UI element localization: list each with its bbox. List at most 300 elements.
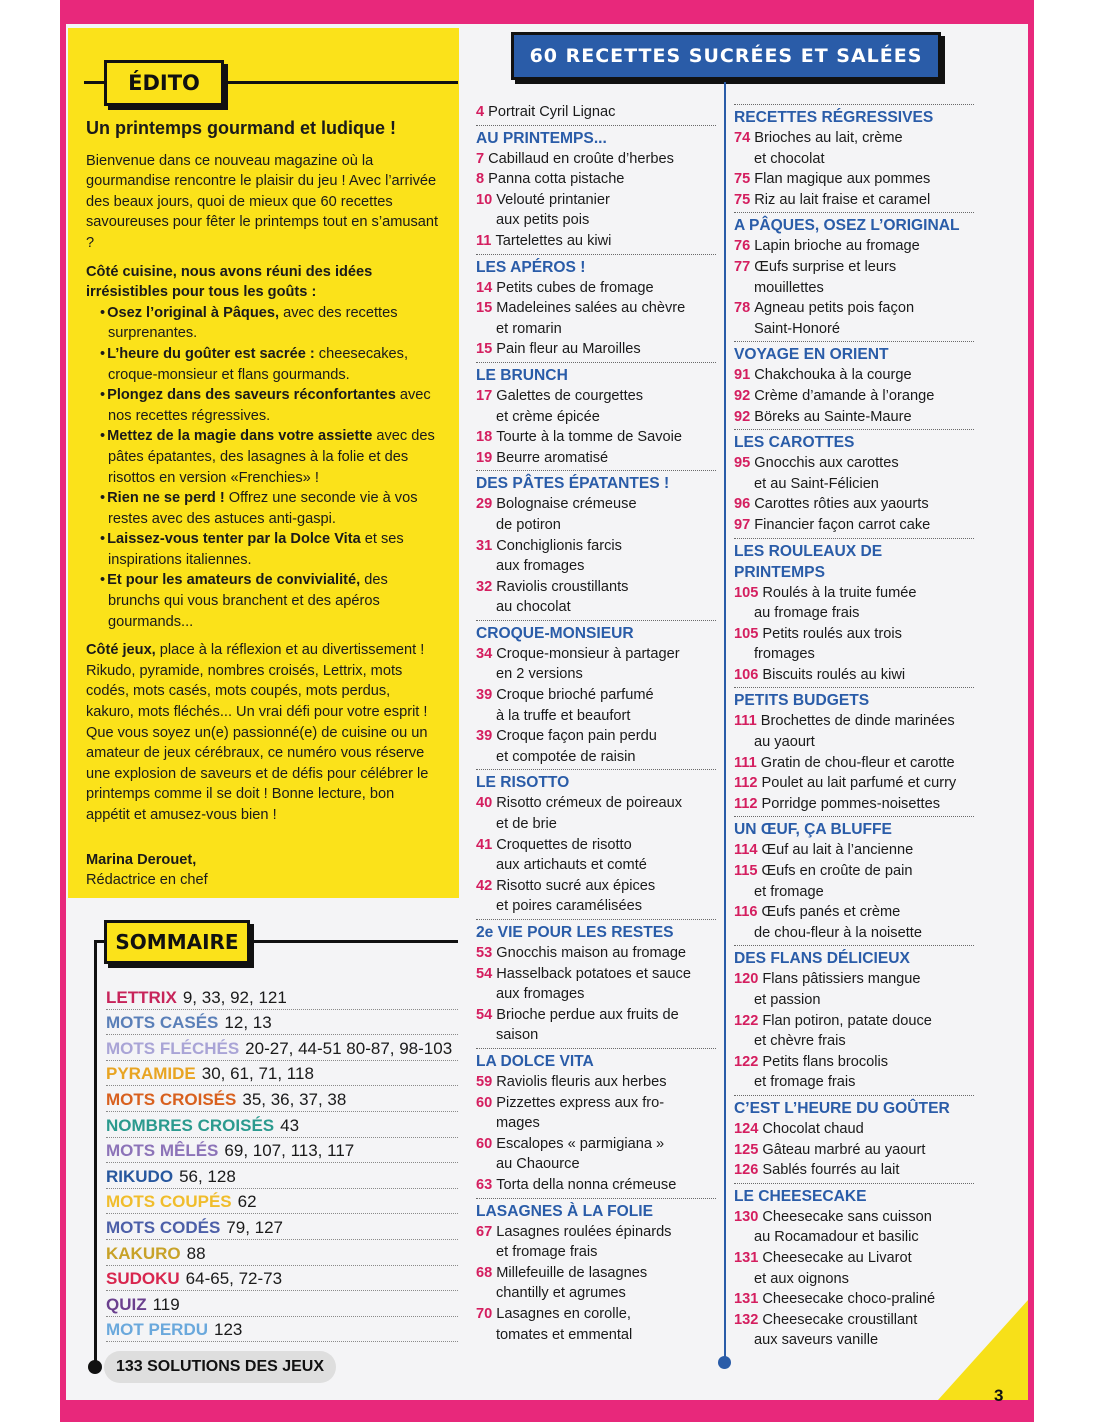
- recipe-item: [734, 515, 974, 536]
- recipe-page: 105: [734, 584, 759, 601]
- section-title: VOYAGE EN ORIENT: [734, 341, 974, 365]
- sommaire-item-pages: 119: [152, 1294, 180, 1314]
- edito-bullet: [86, 570, 442, 632]
- recipe-title: Œuf au lait à l’ancienne: [761, 842, 914, 859]
- recipe-title: Gâteau marbré au yaourt: [762, 1141, 926, 1158]
- section-title: RECETTES RÉGRESSIVES: [734, 104, 974, 128]
- recipe-title-cont: mouillettes: [754, 279, 824, 296]
- recipe-title: Chocolat chaud: [762, 1120, 864, 1137]
- recipe-page: 59: [476, 1073, 493, 1090]
- recipe-page: 70: [476, 1305, 493, 1322]
- sommaire-item-pages: 30, 61, 71, 118: [201, 1064, 314, 1084]
- recipe-item: [476, 1175, 716, 1196]
- recipe-item: [476, 149, 716, 170]
- recipe-title-cont: et compotée de raisin: [496, 748, 636, 765]
- divider-dot: [718, 1356, 731, 1369]
- recipe-page: 106: [734, 666, 759, 683]
- recipe-page: 124: [734, 1120, 759, 1137]
- sommaire-item: [106, 1291, 458, 1317]
- recipe-title: Beurre aromatisé: [496, 449, 609, 466]
- sommaire-item: [106, 1112, 458, 1138]
- sommaire-item: [106, 1061, 458, 1087]
- recipe-item: [734, 624, 974, 665]
- recipe-title: Œufs panés et crème: [761, 904, 901, 921]
- sommaire-item: [106, 1086, 458, 1112]
- edito-bullet-bold: Plongez dans des saveurs réconfortantes: [107, 387, 396, 404]
- recipe-page: 111: [734, 754, 757, 771]
- recipe-item: [734, 1207, 974, 1248]
- sommaire-item: [106, 1214, 458, 1240]
- recipe-page: 53: [476, 945, 493, 961]
- recipe-title: Panna cotta pistache: [488, 171, 625, 188]
- recipe-page: 34: [476, 645, 493, 662]
- recipe-page: 39: [476, 687, 493, 704]
- recipe-title: Cabillaud en croûte d’herbes: [488, 150, 674, 167]
- recipe-page: 97: [734, 516, 751, 533]
- sommaire-item: [106, 1035, 458, 1061]
- recipe-page: 122: [734, 1053, 759, 1070]
- recipe-title: Risotto sucré aux épices: [496, 877, 656, 894]
- edito-sign-role: Rédactrice en chef: [86, 872, 208, 889]
- section-title: AU PRINTEMPS...: [476, 125, 716, 149]
- recipe-item: [476, 1222, 716, 1263]
- edito-bullet-bold: Mettez de la magie dans votre assiette: [107, 428, 373, 445]
- recipe-title: Brioches au lait, crème: [754, 130, 903, 146]
- section-title: LE CHEESECAKE: [734, 1183, 974, 1207]
- sommaire-item-name: MOTS FLÉCHÉS: [106, 1038, 240, 1058]
- edito-jeux-text: place à la réflexion et au divertissement ! Rikudo, pyramide, nombres croisés, Lettrix, mots codés, mots casés, mots coupés, mots perdus, kakuro, mots fléchés... Un vrai défi pour votre esprit ! Que vous soyez un(e) passionné(e) de cuisine ou un amateur de jeux cérébraux, ce numéro vous réserve une explosion de saveurs et de défis pour célébrer le printemps comme il se doit ! Bonne lecture, bon appétit et amusez-vous bien !: [86, 642, 429, 823]
- recipe-title-cont: tomates et emmental: [496, 1326, 633, 1343]
- section-title: DES FLANS DÉLICIEUX: [734, 945, 974, 969]
- recipe-title: Financier façon carrot cake: [754, 516, 931, 533]
- recipe-page: 132: [734, 1311, 759, 1328]
- recipe-page: 122: [734, 1012, 759, 1029]
- recipe-title-cont: Saint-Honoré: [754, 320, 840, 337]
- sommaire-item-pages: 9, 33, 92, 121: [182, 987, 287, 1007]
- recipe-title-cont: et fromage: [754, 883, 824, 900]
- frame-bottom: [64, 1400, 1034, 1422]
- recipe-page: 131: [734, 1249, 759, 1266]
- sommaire-rule-right: [244, 940, 458, 943]
- recipe-title: Chakchouka à la courge: [754, 367, 912, 384]
- recipe-title: Riz au lait fraise et caramel: [754, 191, 931, 208]
- section-title: LE RISOTTO: [476, 769, 716, 793]
- edito-bullet-text: avec des pâtes épatantes, des lasagnes à la folie et des risottos en version «Frenchies» !: [108, 428, 435, 486]
- recipe-item: [476, 726, 716, 767]
- sommaire-item: [106, 1189, 458, 1215]
- section-title: 2e VIE POUR LES RESTES: [476, 919, 716, 943]
- recipes-column-1: [476, 102, 716, 1345]
- frame-left: [60, 0, 66, 1422]
- recipe-title-cont: et fromage frais: [754, 1074, 856, 1091]
- recipe-title: Conchiglionis farcis: [496, 537, 622, 554]
- recipe-item: [734, 257, 974, 298]
- recipe-title: Escalopes « parmigiana »: [496, 1135, 665, 1152]
- sommaire-item-pages: 20-27, 44-51 80-87, 98-103: [245, 1038, 453, 1058]
- recipe-title-cont: et poires caramélisées: [496, 898, 643, 915]
- edito-bullet-bold: Rien ne se perd !: [107, 490, 225, 507]
- recipe-title: Crème d’amande à l’orange: [754, 387, 935, 404]
- recipe-page: 95: [734, 455, 751, 472]
- sommaire-item-name: PYRAMIDE: [106, 1064, 196, 1084]
- recipe-item: [734, 494, 974, 515]
- edito-tag: ÉDITO: [104, 60, 224, 106]
- recipe-item: [476, 1263, 716, 1304]
- solutions-dot: [88, 1360, 102, 1374]
- recipe-page: 120: [734, 971, 759, 988]
- recipe-title-cont: à la truffe et beaufort: [496, 707, 631, 724]
- recipe-page: 29: [476, 496, 493, 513]
- recipe-title: Gratin de chou-fleur et carotte: [760, 754, 955, 771]
- section-title: UN ŒUF, ÇA BLUFFE: [734, 816, 974, 840]
- recipe-title-cont: et aux oignons: [754, 1270, 849, 1287]
- recipe-title: Hasselback potatoes et sauce: [496, 965, 691, 982]
- sommaire-item-name: MOTS CROISÉS: [106, 1089, 237, 1109]
- recipe-page: 125: [734, 1141, 759, 1158]
- edito-bullet-bold: Osez l’original à Pâques,: [107, 304, 280, 321]
- recipe-item: [734, 794, 974, 815]
- recipe-page: 18: [476, 429, 493, 446]
- recipe-title: Agneau petits pois façon: [754, 300, 915, 317]
- edito-intro: Bienvenue dans ce nouveau magazine où la gourmandise rencontre le plaisir du jeu ! Avec l’arrivée des beaux jours, quoi de mieux que 60 recettes savoureuses pour fêter le printemps tout en s’amusant ?: [86, 152, 439, 251]
- recipe-item: [476, 1093, 716, 1134]
- recipe-title: Raviolis croustillants: [496, 578, 629, 595]
- recipe-item: [734, 969, 974, 1010]
- recipe-page: 15: [476, 341, 493, 358]
- recipe-page: 10: [476, 191, 493, 208]
- recipe-title: Roulés à la truite fumée: [762, 584, 917, 601]
- recipe-page: 54: [476, 1006, 493, 1023]
- edito-bullet: [86, 303, 442, 344]
- recipe-title: Tourte à la tomme de Savoie: [496, 429, 682, 446]
- sommaire-item-pages: 62: [237, 1192, 257, 1212]
- sommaire-item-pages: 123: [214, 1320, 243, 1340]
- recipe-item: [476, 386, 716, 427]
- recipe-item: [734, 298, 974, 339]
- sommaire-item-name: MOT PERDU: [106, 1320, 208, 1340]
- recipe-page: 54: [476, 965, 493, 982]
- recipe-item: [476, 278, 716, 299]
- recipe-title: Croquettes de risotto: [496, 836, 632, 853]
- edito-bullet: [86, 426, 442, 488]
- recipe-title: Pizzettes express aux fro-: [496, 1094, 665, 1111]
- recipe-page: 130: [734, 1208, 759, 1225]
- recipe-title-cont: et chèvre frais: [754, 1033, 846, 1050]
- recipe-title: Biscuits roulés au kiwi: [762, 666, 906, 683]
- recipes-header: 60 RECETTES SUCRÉES ET SALÉES: [511, 32, 941, 80]
- sommaire-item-name: MOTS COUPÉS: [106, 1192, 232, 1212]
- edito-bullet-text: et ses inspirations italiennes.: [108, 531, 404, 568]
- recipe-item: [476, 685, 716, 726]
- recipe-page: 92: [734, 387, 751, 404]
- recipe-item: [734, 453, 974, 494]
- edito-jeux-bold: Côté jeux,: [86, 642, 156, 659]
- recipe-page: 75: [734, 171, 751, 188]
- recipe-page: 11: [476, 232, 492, 249]
- recipe-item: [476, 298, 716, 339]
- recipe-page: 67: [476, 1223, 493, 1240]
- recipe-page: 4: [476, 104, 485, 120]
- recipe-item: [734, 753, 974, 774]
- sommaire-item-name: QUIZ: [106, 1294, 147, 1314]
- recipe-title: Petits cubes de fromage: [496, 279, 654, 296]
- recipe-title-cont: et de brie: [496, 816, 557, 833]
- recipe-title: Böreks au Sainte-Maure: [754, 408, 912, 425]
- recipe-page: 111: [734, 713, 757, 730]
- edito-bullet-text: cheesecakes, croque-monsieur et flans gourmands.: [108, 345, 409, 383]
- recipe-title: Brioche perdue aux fruits de: [496, 1006, 679, 1023]
- recipe-title-cont: au fromage frais: [754, 605, 860, 622]
- recipe-item: [734, 1119, 974, 1140]
- edito-bullet-text: Offrez une seconde vie à vos restes avec des astuces anti-gaspi.: [108, 490, 418, 527]
- page-number: 3: [994, 1386, 1004, 1405]
- edito-bullet-bold: Et pour les amateurs de convivialité,: [107, 572, 361, 589]
- recipe-item: [476, 190, 716, 231]
- edito-rule-right: [222, 81, 458, 84]
- section-title: PETITS BUDGETS: [734, 687, 974, 711]
- sommaire-item: [106, 984, 458, 1010]
- recipe-title: Carottes rôties aux yaourts: [754, 496, 929, 513]
- recipe-item: [734, 773, 974, 794]
- recipe-page: 60: [476, 1135, 493, 1152]
- sommaire-list: [106, 984, 458, 1342]
- recipe-item: [476, 943, 716, 964]
- recipe-title: Petits flans brocolis: [762, 1053, 889, 1070]
- frame-top: [64, 0, 1034, 24]
- recipe-item: [734, 1052, 974, 1093]
- edito-bullet-text: avec nos recettes régressives.: [108, 387, 431, 424]
- recipe-title-cont: aux fromages: [496, 558, 585, 575]
- recipe-item: [476, 964, 716, 1005]
- recipe-title-cont: au Rocamadour et basilic: [754, 1229, 919, 1246]
- recipe-item: [734, 190, 974, 211]
- recipe-title-cont: fromages: [754, 646, 815, 663]
- recipe-title-cont: aux saveurs vanille: [754, 1332, 879, 1349]
- recipe-title: Bolognaise crémeuse: [496, 496, 637, 513]
- recipe-title: Lapin brioche au fromage: [754, 238, 920, 255]
- recipe-item: [476, 835, 716, 876]
- recipe-page: 116: [734, 904, 758, 921]
- edito-content: [86, 118, 442, 891]
- recipe-title: Flans pâtissiers mangue: [762, 971, 921, 988]
- recipe-page: 96: [734, 496, 751, 513]
- sommaire-item: [106, 1240, 458, 1266]
- section-title: LA DOLCE VITA: [476, 1048, 716, 1072]
- recipe-item: [476, 231, 716, 252]
- sommaire-item-pages: 69, 107, 113, 117: [224, 1141, 355, 1161]
- recipe-title: Lasagnes roulées épinards: [496, 1223, 672, 1240]
- section-title: DES PÂTES ÉPATANTES !: [476, 470, 716, 494]
- recipe-title-cont: et fromage frais: [496, 1244, 598, 1261]
- recipe-item: [476, 644, 716, 685]
- recipe-title: Pain fleur au Maroilles: [496, 341, 641, 358]
- sommaire-item-name: LETTRIX: [106, 987, 177, 1007]
- recipe-page: 78: [734, 300, 751, 317]
- sommaire-item: [106, 1138, 458, 1164]
- recipe-item: [476, 339, 716, 360]
- recipe-page: 112: [734, 775, 758, 792]
- edito-bullet: [86, 488, 442, 529]
- recipe-title: Torta della nonna crémeuse: [496, 1176, 677, 1193]
- edito-bullet-bold: Laissez-vous tenter par la Dolce Vita: [107, 531, 361, 548]
- recipe-page: 114: [734, 842, 758, 859]
- sommaire-item-pages: 35, 36, 37, 38: [242, 1089, 347, 1109]
- recipe-title: Flan potiron, patate douce: [762, 1012, 932, 1029]
- recipe-page: 131: [734, 1291, 759, 1308]
- edito-signature: [86, 850, 442, 891]
- recipe-page: 63: [476, 1176, 493, 1193]
- recipe-page: 39: [476, 728, 493, 745]
- recipe-item: [476, 793, 716, 834]
- recipe-item: [734, 1011, 974, 1052]
- recipe-title: Portrait Cyril Lignac: [488, 104, 616, 120]
- sommaire-item-name: MOTS CASÉS: [106, 1013, 219, 1033]
- recipe-page: 32: [476, 578, 493, 595]
- solutions-pill: 133 SOLUTIONS DES JEUX: [104, 1351, 336, 1383]
- recipe-page: 75: [734, 191, 751, 208]
- recipe-title-cont: au yaourt: [754, 734, 815, 751]
- sommaire-tag: SOMMAIRE: [104, 920, 250, 964]
- recipe-title-cont: au Chaource: [496, 1156, 580, 1173]
- section-title: LES CAROTTES: [734, 429, 974, 453]
- recipe-item: [476, 169, 716, 190]
- recipe-item: [476, 448, 716, 469]
- edito-sign-name: Marina Derouet,: [86, 851, 197, 868]
- recipe-page: 60: [476, 1094, 493, 1111]
- recipe-page: 7: [476, 150, 485, 167]
- recipe-item: [476, 876, 716, 917]
- sommaire-item-pages: 43: [280, 1115, 300, 1135]
- edito-bullet: [86, 529, 442, 570]
- recipe-page: 31: [476, 537, 493, 554]
- recipe-item: [734, 1160, 974, 1181]
- recipe-page: 91: [734, 367, 751, 384]
- recipe-page: 40: [476, 795, 493, 812]
- recipe-page: 126: [734, 1162, 759, 1179]
- recipe-title-cont: et chocolat: [754, 150, 825, 167]
- edito-bullets: [86, 303, 442, 633]
- section-title: LASAGNES À LA FOLIE: [476, 1198, 716, 1222]
- section-title: LE BRUNCH: [476, 362, 716, 386]
- recipe-page: 19: [476, 449, 493, 466]
- recipe-item: [734, 365, 974, 386]
- recipe-title: Raviolis fleuris aux herbes: [496, 1073, 667, 1090]
- recipe-title-cont: aux artichauts et comté: [496, 857, 647, 874]
- recipe-title: Cheesecake au Livarot: [762, 1249, 912, 1266]
- recipe-title: Petits roulés aux trois: [762, 625, 902, 642]
- edito-bullet-text: des brunchs qui vous branchent et des apéros gourmands...: [108, 572, 388, 630]
- edito-bullet-bold: L’heure du goûter est sacrée :: [107, 345, 315, 362]
- recipe-page: 115: [734, 863, 758, 880]
- recipe-title: Millefeuille de lasagnes: [496, 1264, 648, 1281]
- recipe-page: 76: [734, 238, 751, 255]
- recipe-item: [476, 1072, 716, 1093]
- recipe-page: 41: [476, 836, 493, 853]
- sommaire-item-pages: 64-65, 72-73: [185, 1269, 283, 1289]
- recipe-item: [734, 236, 974, 257]
- recipe-title: Velouté printanier: [496, 191, 610, 208]
- recipe-title: Brochettes de dinde marinées: [760, 713, 955, 730]
- sommaire-item-pages: 79, 127: [226, 1217, 284, 1237]
- recipe-title: Œufs surprise et leurs: [754, 258, 897, 275]
- section-title: C’EST L’HEURE DU GOÛTER: [734, 1095, 974, 1119]
- recipe-title-cont: en 2 versions: [496, 666, 583, 683]
- recipe-page: 105: [734, 625, 759, 642]
- sommaire-item-pages: 12, 13: [224, 1013, 272, 1033]
- sommaire-item-pages: 56, 128: [179, 1166, 236, 1186]
- recipe-title: Poulet au lait parfumé et curry: [761, 775, 957, 792]
- recipe-title-cont: et au Saint-Félicien: [754, 475, 879, 492]
- recipes-column-2: [734, 102, 974, 1351]
- recipe-title-cont: de potiron: [496, 516, 561, 533]
- recipe-item: [734, 407, 974, 428]
- recipe-page: 17: [476, 387, 493, 404]
- edito-title: Un printemps gourmand et ludique !: [86, 118, 396, 138]
- recipe-item: [476, 494, 716, 535]
- recipe-title-cont: mages: [496, 1115, 540, 1132]
- recipe-title-cont: et passion: [754, 992, 821, 1008]
- recipe-item: [476, 1134, 716, 1175]
- recipe-item: [734, 583, 974, 624]
- section-title: CROQUE-MONSIEUR: [476, 620, 716, 644]
- recipe-item: [476, 1304, 716, 1345]
- recipe-title: Gnocchis aux carottes: [754, 455, 899, 472]
- recipe-item: [734, 1289, 974, 1310]
- recipe-item: [734, 128, 974, 169]
- recipe-title: Galettes de courgettes: [496, 387, 644, 404]
- edito-bullet: [86, 344, 442, 385]
- section-title: A PÂQUES, OSEZ L’ORIGINAL: [734, 212, 974, 236]
- sommaire-item-name: SUDOKU: [106, 1269, 180, 1289]
- recipe-page: 74: [734, 130, 751, 146]
- recipe-title: Flan magique aux pommes: [754, 171, 931, 188]
- recipe-page: 15: [476, 300, 493, 317]
- recipe-item: [734, 169, 974, 190]
- recipe-title: Cheesecake choco-praliné: [762, 1291, 936, 1308]
- edito-bullet-text: avec des recettes surprenantes.: [108, 304, 398, 342]
- recipe-title: Lasagnes en corolle,: [496, 1305, 631, 1322]
- recipe-title: Risotto crémeux de poireaux: [496, 795, 682, 812]
- recipe-title-cont: et crème épicée: [496, 408, 600, 425]
- recipe-item: [734, 665, 974, 686]
- edito-rule-left: [84, 81, 104, 84]
- sommaire-item-name: KAKURO: [106, 1243, 181, 1263]
- recipe-item: [734, 861, 974, 902]
- recipe-title-cont: aux petits pois: [496, 212, 590, 229]
- recipe-title-cont: de chou-fleur à la noisette: [754, 924, 922, 941]
- recipe-item: [476, 536, 716, 577]
- recipe-title: Sablés fourrés au lait: [762, 1162, 900, 1179]
- edito-bullet: [86, 385, 442, 426]
- section-title: LES APÉROS !: [476, 254, 716, 278]
- recipe-page: 68: [476, 1264, 493, 1281]
- sommaire-item-pages: 88: [186, 1243, 206, 1263]
- recipe-title: Madeleines salées au chèvre: [496, 300, 686, 317]
- sommaire-item-name: NOMBRES CROISÉS: [106, 1115, 275, 1135]
- recipe-page: 42: [476, 877, 493, 894]
- recipe-item: [476, 102, 716, 123]
- recipe-item: [476, 577, 716, 618]
- edito-jeux: [86, 640, 442, 825]
- recipe-item: [734, 386, 974, 407]
- recipe-title: Cheesecake croustillant: [762, 1311, 918, 1328]
- recipe-title-cont: et romarin: [496, 320, 562, 337]
- recipe-title: Œufs en croûte de pain: [761, 863, 913, 880]
- frame-right: [1028, 0, 1034, 1422]
- recipe-item: [476, 1005, 716, 1046]
- recipe-item: [734, 711, 974, 752]
- sommaire-item-name: MOTS CODÉS: [106, 1217, 221, 1237]
